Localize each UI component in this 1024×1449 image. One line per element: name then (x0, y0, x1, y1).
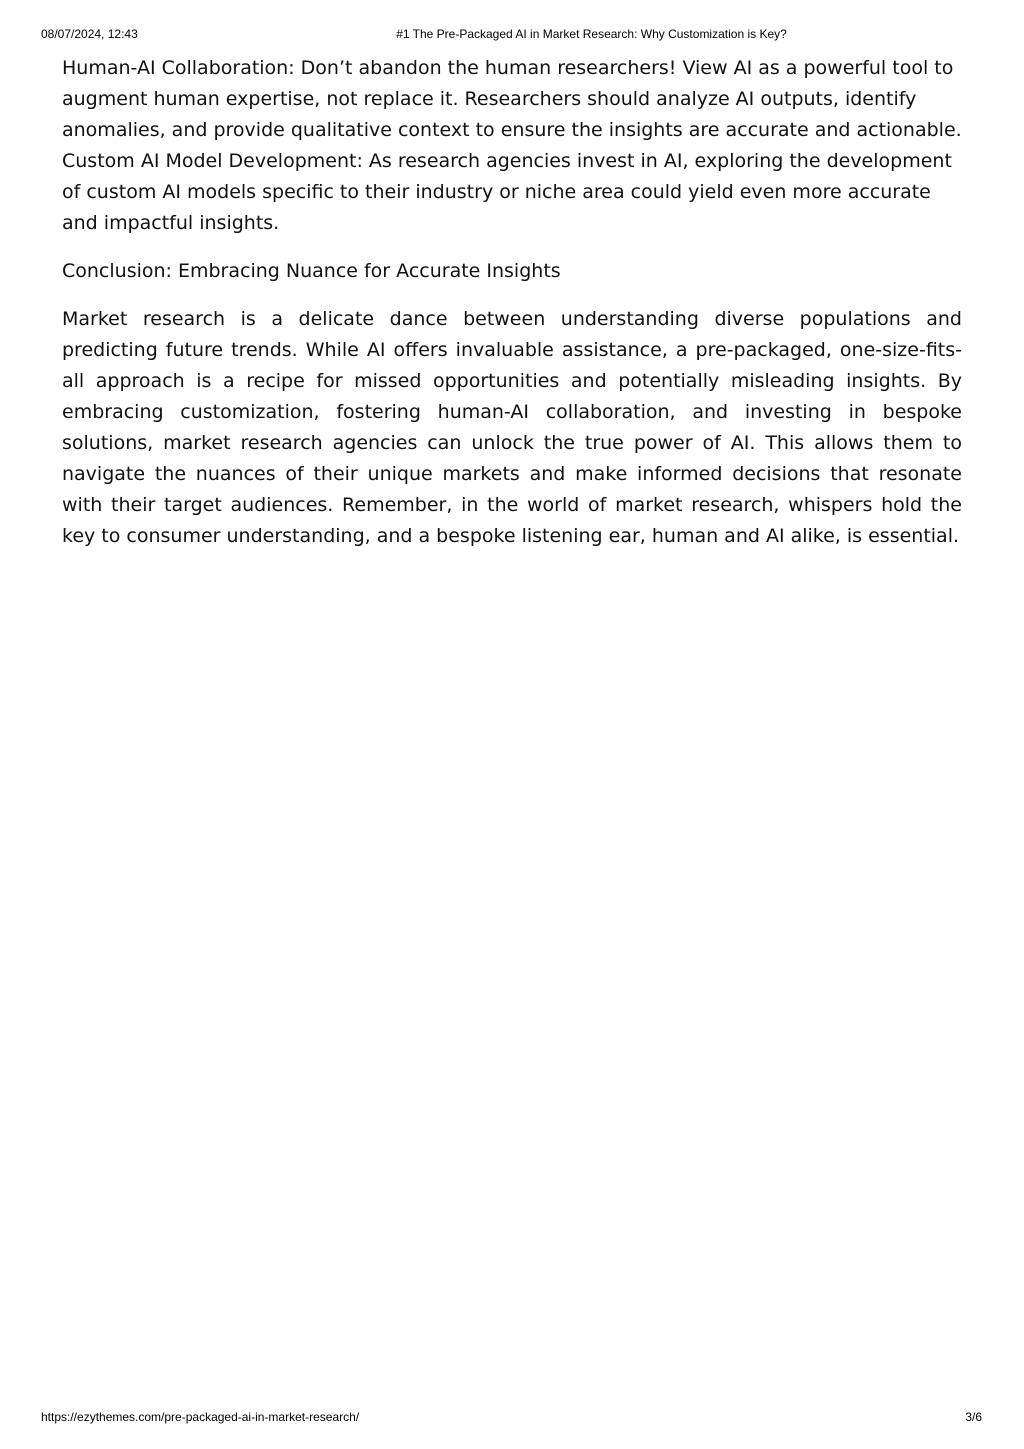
page-url: https://ezythemes.com/pre-packaged-ai-in-market-research/ (41, 1410, 360, 1424)
conclusion-paragraph: Market research is a delicate dance between understanding diverse populations and predicting future trends. While AI offers invaluable assistance, a pre-packaged, one-size-fits-all approach is a recipe for missed opportunities and potentially misleading insights. By embracing customization, fostering human-AI collaboration, and investing in bespoke solutions, market research agencies can unlock the true power of AI. This allows them to navigate the nuances of their unique markets and make informed decisions that resonate with their target audiences. Remember, in the world of market research, whispers hold the key to consumer understanding, and a bespoke listening ear, human and AI alike, is essential. (62, 308, 962, 547)
print-datetime: 08/07/2024, 12:43 (41, 27, 138, 41)
article-content (62, 53, 962, 552)
paragraph-human-ai-collaboration: Human-AI Collaboration: Don’t abandon the human researchers! View AI as a powerful tool to augment human expertise, not replace it. Researchers should analyze AI outputs, identify anomalies, and provide qualitative context to ensure the insights are accurate and actionable. (62, 57, 962, 141)
print-footer (0, 1409, 1024, 1425)
print-page-title: #1 The Pre-Packaged AI in Market Research: Why Customization is Key? (396, 27, 787, 41)
print-header (0, 26, 1024, 42)
paragraph-custom-ai-model: Custom AI Model Development: As research agencies invest in AI, exploring the development of custom AI models specific to their industry or niche area could yield even more accurate and impactful insights. (62, 150, 952, 234)
conclusion-heading: Conclusion: Embracing Nuance for Accurate Insights (62, 260, 561, 282)
page-number: 3/6 (965, 1410, 982, 1424)
